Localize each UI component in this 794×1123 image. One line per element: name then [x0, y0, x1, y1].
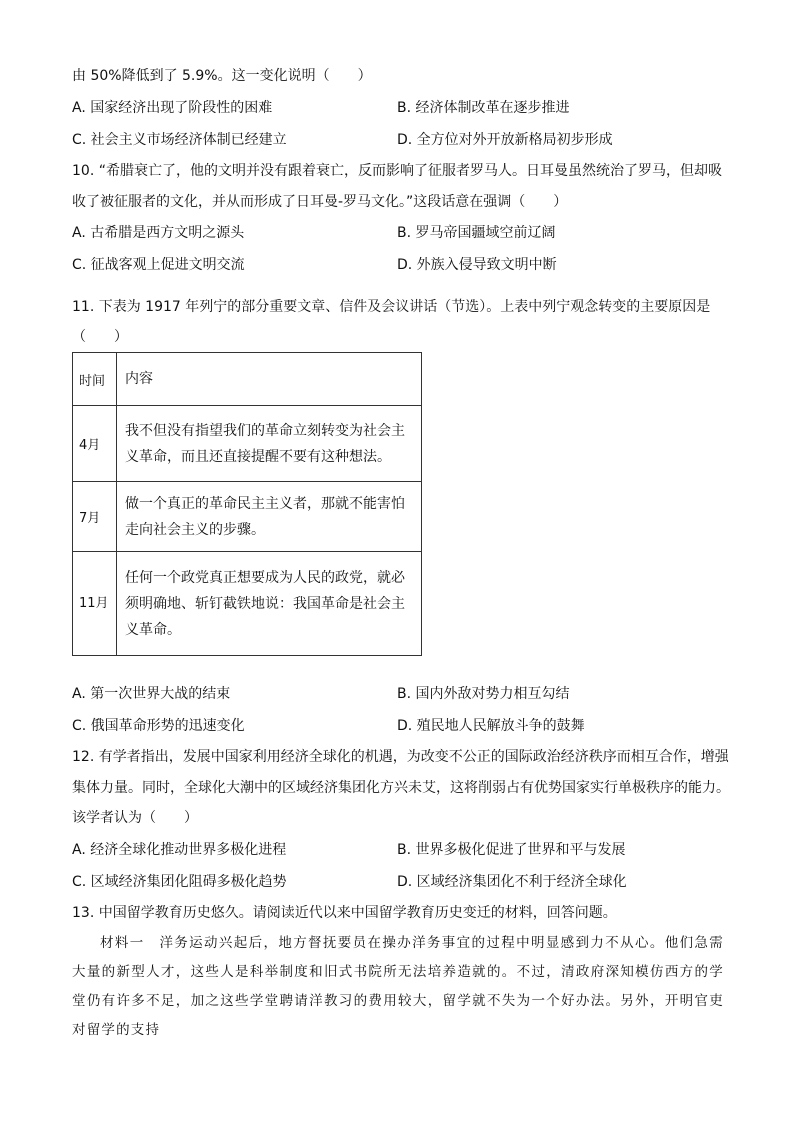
q9-option-b: B. 经济体制改革在逐步推进	[397, 100, 570, 116]
q9-option-c: C. 社会主义市场经济体制已经建立	[72, 132, 287, 148]
q12-option-a: A. 经济全球化推动世界多极化进程	[72, 842, 287, 858]
q12-option-b: B. 世界多极化促进了世界和平与发展	[397, 842, 626, 858]
q9-stem-tail: 由 50%降低到了 5.9%。这一变化说明（ ）	[72, 68, 372, 84]
q10-option-b: B. 罗马帝国疆域空前辽阔	[397, 225, 556, 241]
q12-option-d: D. 区域经济集团化不利于经济全球化	[397, 874, 627, 890]
row-content: 做一个真正的革命民主主义者，那就不能害怕走向社会主义的步骤。	[117, 482, 422, 552]
q10-stem-line1: 10. “希腊衰亡了，他的文明并没有跟着衰亡，反而影响了征服者罗马人。日耳曼虽然统治了罗马，但却吸	[72, 163, 722, 179]
q12-option-c: C. 区域经济集团化阻碍多极化趋势	[72, 874, 287, 890]
q11-option-b: B. 国内外敌对势力相互勾结	[397, 686, 570, 702]
q12-stem-line1: 12. 有学者指出，发展中国家利用经济全球化的机遇，为改变不公正的国际政治经济秩序而相互合作，增强	[72, 749, 729, 765]
q11-stem-line2: （ ）	[72, 329, 128, 345]
q11-option-a: A. 第一次世界大战的结束	[72, 686, 231, 702]
table-header-row	[73, 353, 422, 406]
q11-option-d: D. 殖民地人民解放斗争的鼓舞	[397, 718, 585, 734]
table-row	[73, 406, 422, 482]
q9-option-a: A. 国家经济出现了阶段性的困难	[72, 100, 273, 116]
row-time: 7月	[73, 482, 117, 552]
q10-option-c: C. 征战客观上促进文明交流	[72, 257, 245, 273]
q9-option-d: D. 全方位对外开放新格局初步形成	[397, 132, 613, 148]
material-one-paragraph: 材料一 洋务运动兴起后，地方督抚要员在操办洋务事宜的过程中明显感到力不从心。他们急需大量的新型人才，这些人是科举制度和旧式书院所无法培养造就的。不过，清政府深知模仿西方的学堂仍有许多不足，加之这些学堂聘请洋教习的费用较大，留学就不失为一个好办法。另外，开明官吏对留学的支持	[72, 935, 724, 1038]
row-time: 4月	[73, 406, 117, 482]
header-time: 时间	[73, 353, 117, 406]
q12-stem-line2: 集体力量。同时，全球化大潮中的区域经济集团化方兴未艾，这将削弱占有优势国家实行单极秩序的能力。	[72, 780, 730, 796]
header-content: 内容	[117, 353, 422, 406]
q11-stem-line1: 11. 下表为 1917 年列宁的部分重要文章、信件及会议讲话（节选）。上表中列宁观念转变的主要原因是	[72, 299, 711, 315]
row-content: 任何一个政党真正想要成为人民的政党，就必须明确地、斩钉截铁地说：我国革命是社会主义革命。	[117, 552, 422, 656]
table-row	[73, 552, 422, 656]
q10-stem-line2: 收了被征服者的文化，并从而形成了日耳曼-罗马文化。”这段话意在强调（ ）	[72, 194, 568, 210]
row-content: 我不但没有指望我们的革命立刻转变为社会主义革命，而且还直接提醒不要有这种想法。	[117, 406, 422, 482]
q13-stem: 13. 中国留学教育历史悠久。请阅读近代以来中国留学教育历史变迁的材料，回答问题。	[72, 905, 617, 921]
q10-option-d: D. 外族入侵导致文明中断	[397, 257, 557, 273]
q10-option-a: A. 古希腊是西方文明之源头	[72, 225, 245, 241]
q11-table	[72, 352, 422, 656]
row-time: 11月	[73, 552, 117, 656]
q12-stem-line3: 该学者认为（ ）	[72, 810, 198, 826]
table-row	[73, 482, 422, 552]
q11-option-c: C. 俄国革命形势的迅速变化	[72, 718, 245, 734]
